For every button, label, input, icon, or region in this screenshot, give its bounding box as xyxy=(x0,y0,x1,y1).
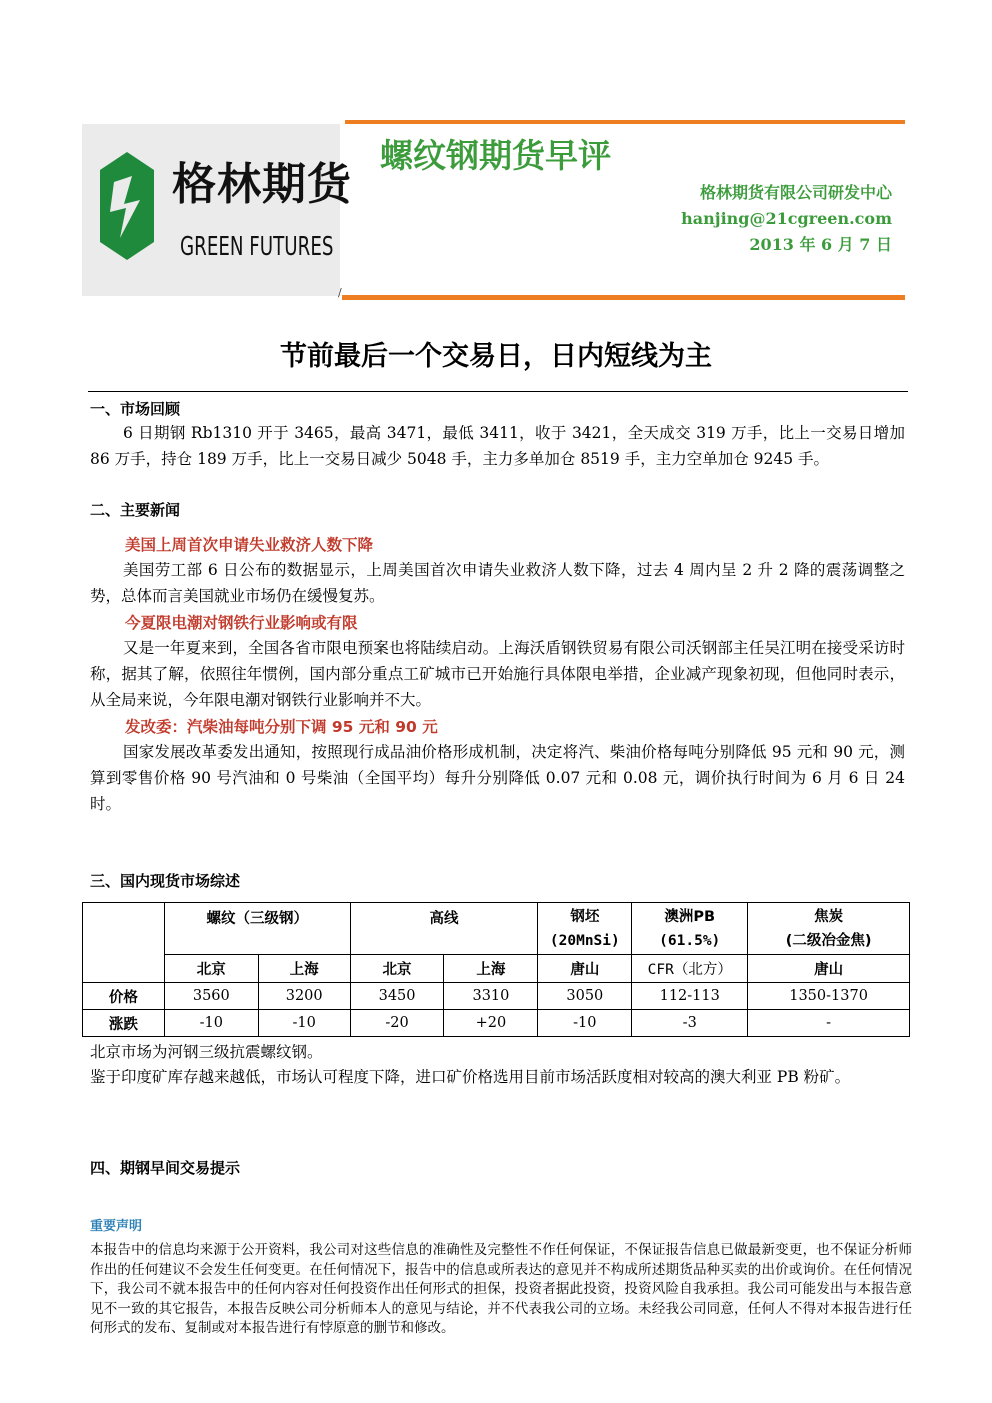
title-divider xyxy=(88,391,908,392)
group-coke xyxy=(748,903,910,955)
report-series-title: 螺纹钢期货早评 xyxy=(380,136,611,175)
header-bottom-rule xyxy=(342,295,905,300)
group-rebar: 螺纹（三级钢） xyxy=(164,903,350,955)
table-cell: +20 xyxy=(444,1010,538,1037)
section-trading-tips-heading: 四、期钢早间交易提示 xyxy=(90,1159,241,1177)
group-wire-rod: 高线 xyxy=(350,903,538,955)
news-title-2: 今夏限电潮对钢铁行业影响或有限 xyxy=(125,614,358,632)
section-news-heading: 二、主要新闻 xyxy=(90,501,181,519)
col-wire-shanghai: 上海 xyxy=(444,955,538,983)
table-cell: -10 xyxy=(164,1010,258,1037)
table-row xyxy=(83,983,910,1010)
row-label-price: 价格 xyxy=(83,983,165,1010)
group-pb-sub: (61.5%) xyxy=(659,932,721,949)
table-cell: 3200 xyxy=(258,983,350,1010)
col-pb-cfr: CFR（北方） xyxy=(632,955,748,983)
market-review-text: 6 日期钢 Rb1310 开于 3465，最高 3471，最低 3411，收于 3421，全天成交 319 万手，比上一交易日增加 86 万手，持仓 189 万手，比上一交易日减少 5048 手，主力多单加仓 8519 手，主力空单加仓 9245 手。 xyxy=(90,424,905,468)
news-title-3: 发改委：汽柴油每吨分别下调 95 元和 90 元 xyxy=(125,718,438,736)
section-spot-market-heading: 三、国内现货市场综述 xyxy=(90,872,241,890)
news-text-3: 国家发展改革委发出通知，按照现行成品油价格形成机制，决定将汽、柴油价格每吨分别降低 95 元和 90 元，测算到零售价格 90 号汽油和 0 号柴油（全国平均）每升分别降低 0.07 元和 0.08 元，调价执行时间为 6 月 6 日 24 时。 xyxy=(90,743,905,813)
group-billet xyxy=(538,903,632,955)
company-logo xyxy=(82,124,352,296)
table-cell: -10 xyxy=(258,1010,350,1037)
logo-english-name: GREEN FUTURES xyxy=(180,232,334,262)
table-cell: -20 xyxy=(350,1010,444,1037)
group-billet-sub: (20MnSi) xyxy=(549,932,620,949)
table-cell: 3450 xyxy=(350,983,444,1010)
group-pb-name: 澳洲PB xyxy=(664,908,716,925)
report-date: 2013 年 6 月 7 日 xyxy=(749,235,892,254)
company-name: 格林期货有限公司研发中心 xyxy=(699,183,892,202)
spot-price-table xyxy=(82,902,910,1037)
table-cell: - xyxy=(748,1010,910,1037)
col-wire-beijing: 北京 xyxy=(350,955,444,983)
table-corner-cell xyxy=(83,903,165,983)
group-billet-name: 钢坯 xyxy=(570,908,600,925)
table-cell: -10 xyxy=(538,1010,632,1037)
table-subheader-row xyxy=(83,955,910,983)
table-cell: -3 xyxy=(632,1010,748,1037)
table-cell: 112-113 xyxy=(632,983,748,1010)
contact-email: hanjing@21cgreen.com xyxy=(681,209,892,228)
group-coke-name: 焦炭 xyxy=(814,908,844,925)
col-rebar-shanghai: 上海 xyxy=(258,955,350,983)
news-text-2: 又是一年夏来到，全国各省市限电预案也将陆续启动。上海沃盾钢铁贸易有限公司沃钢部主任吴江明在接受采访时称，据其了解，依照往年惯例，国内部分重点工矿城市已开始施行具体限电举措，企业减产现象初现，但他同时表示，从全局来说，今年限电潮对钢铁行业影响并不大。 xyxy=(90,639,905,709)
green-futures-logo-icon xyxy=(92,146,162,266)
news-text-1: 美国劳工部 6 日公布的数据显示，上周美国首次申请失业救济人数下降，过去 4 周内呈 2 升 2 降的震荡调整之势，总体而言美国就业市场仍在缓慢复苏。 xyxy=(90,561,905,605)
report-title: 节前最后一个交易日，日内短线为主 xyxy=(280,341,712,372)
table-cell: 3560 xyxy=(164,983,258,1010)
table-cell: 3310 xyxy=(444,983,538,1010)
col-billet-tangshan: 唐山 xyxy=(538,955,632,983)
group-coke-sub: (二级冶金焦) xyxy=(785,932,872,949)
news-title-1: 美国上周首次申请失业救济人数下降 xyxy=(125,536,374,554)
table-cell: 1350-1370 xyxy=(748,983,910,1010)
section-market-review-heading: 一、市场回顾 xyxy=(90,400,181,418)
header-slash: / xyxy=(338,286,342,299)
logo-chinese-name: 格林期货 xyxy=(172,159,352,210)
disclaimer-heading: 重要声明 xyxy=(90,1219,143,1234)
disclaimer-text: 本报告中的信息均来源于公开资料，我公司对这些信息的准确性及完整性不作任何保证，不保证报告信息已做最新变更，也不保证分析师作出的任何建议不会发生任何变更。在任何情况下，报告中的信息或所表达的意见并不构成所述期货品种买卖的出价或询价。在任何情况下，我公司不就本报告中的任何内容对任何投资作出任何形式的担保，投资者据此投资，投资风险自我承担。我公司可能发出与本报告意见不一致的其它报告，本报告反映公司分析师本人的意见与结论，并不代表我公司的立场。未经我公司同意，任何人不得对本报告进行任何形式的发布、复制或对本报告进行有悖原意的删节和修改。 xyxy=(90,1242,912,1336)
table-cell: 3050 xyxy=(538,983,632,1010)
table-row xyxy=(83,1010,910,1037)
table-note-iron-ore: 鉴于印度矿库存越来越低，市场认可程度下降，进口矿价格选用目前市场活跃度相对较高的澳大利亚 PB 粉矿。 xyxy=(90,1068,851,1086)
col-coke-tangshan: 唐山 xyxy=(748,955,910,983)
header-info xyxy=(681,180,892,258)
col-rebar-beijing: 北京 xyxy=(164,955,258,983)
table-header-row xyxy=(83,903,910,955)
header-top-rule xyxy=(345,120,905,124)
group-australia-pb xyxy=(632,903,748,955)
row-label-change: 涨跌 xyxy=(83,1010,165,1037)
table-note-beijing: 北京市场为河钢三级抗震螺纹钢。 xyxy=(90,1043,323,1061)
